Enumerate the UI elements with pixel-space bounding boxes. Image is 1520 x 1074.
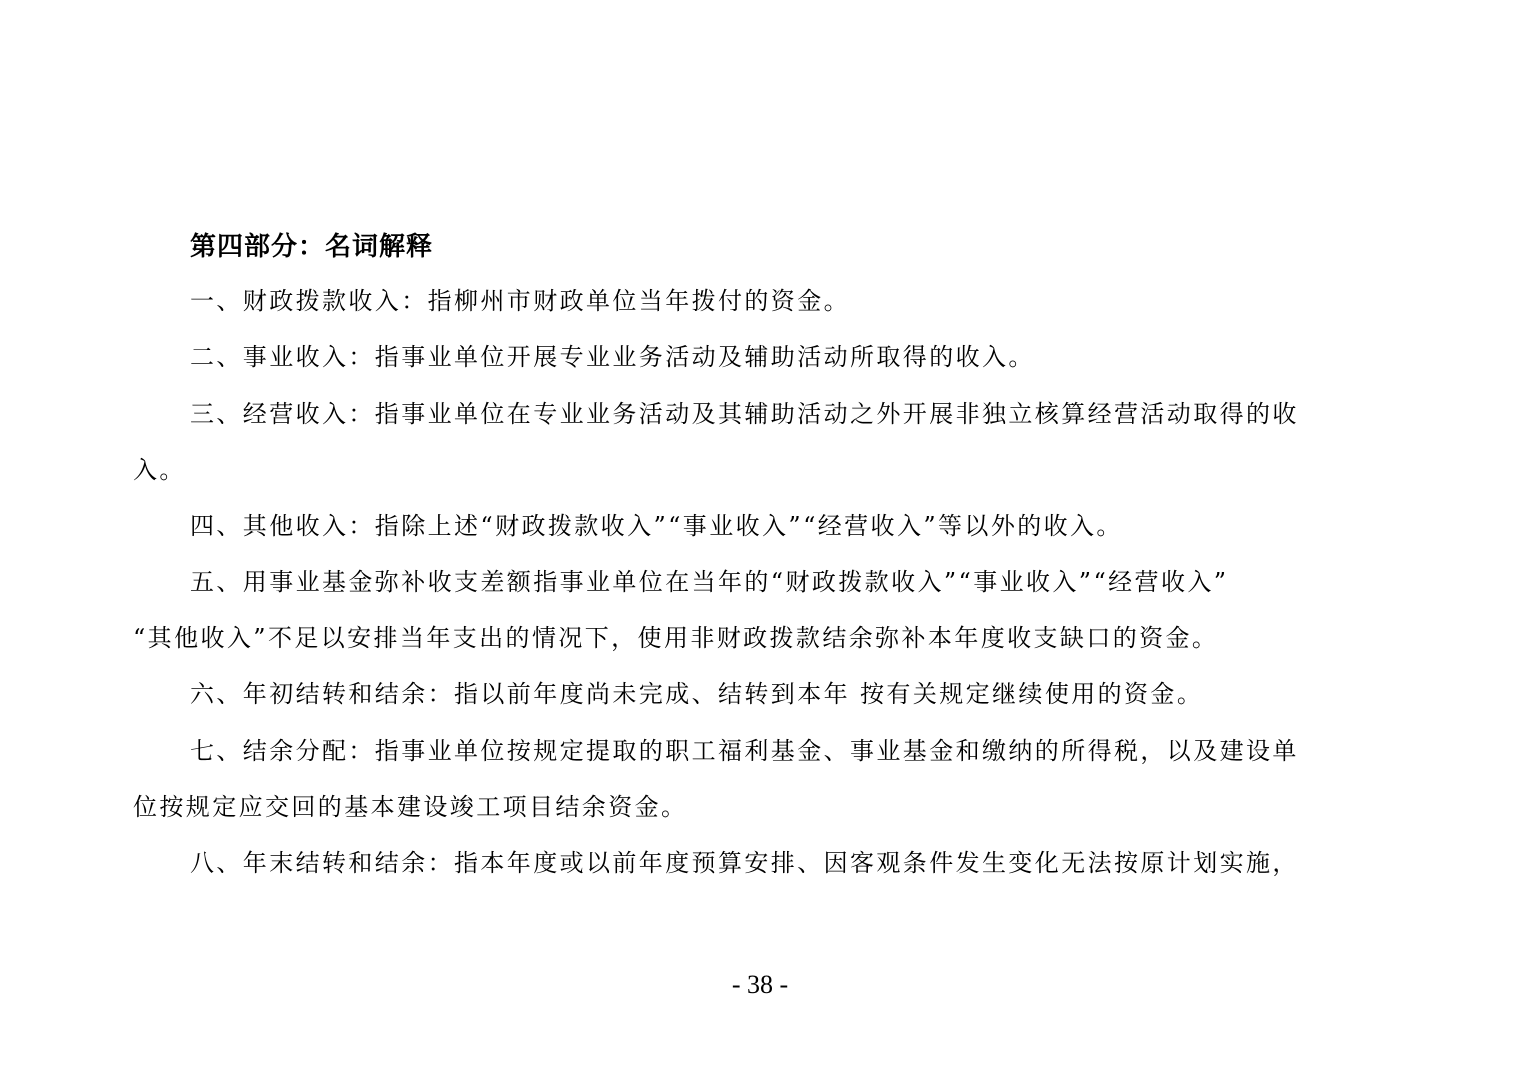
paragraph-line: 入。 xyxy=(133,456,186,484)
paragraph-line: 一、财政拨款收入：指柳州市财政单位当年拨付的资金。 xyxy=(190,287,850,315)
paragraph-line: 八、年末结转和结余：指本年度或以前年度预算安排、因客观条件发生变化无法按原计划实施， xyxy=(190,849,1299,877)
paragraph-line: 三、经营收入：指事业单位在专业业务活动及其辅助活动之外开展非独立核算经营活动取得的收 xyxy=(190,400,1299,428)
paragraph-line: 二、事业收入：指事业单位开展专业业务活动及辅助活动所取得的收入。 xyxy=(190,343,1035,371)
page-number: - 38 - xyxy=(731,970,789,999)
section-heading: 第四部分：名词解释 xyxy=(190,232,434,262)
paragraph-line: 五、用事业基金弥补收支差额指事业单位在当年的“财政拨款收入”“事业收入”“经营收入” xyxy=(190,568,1229,596)
paragraph-line: 四、其他收入：指除上述“财政拨款收入”“事业收入”“经营收入”等以外的收入。 xyxy=(190,512,1123,540)
paragraph-line: 七、结余分配：指事业单位按规定提取的职工福利基金、事业基金和缴纳的所得税，以及建设单 xyxy=(190,737,1299,765)
paragraph-line: “其他收入”不足以安排当年支出的情况下，使用非财政拨款结余弥补本年度收支缺口的资金。 xyxy=(133,624,1219,652)
paragraph-line: 位按规定应交回的基本建设竣工项目结余资金。 xyxy=(133,793,688,821)
paragraph-line: 六、年初结转和结余：指以前年度尚未完成、结转到本年 按有关规定继续使用的资金。 xyxy=(190,680,1204,708)
